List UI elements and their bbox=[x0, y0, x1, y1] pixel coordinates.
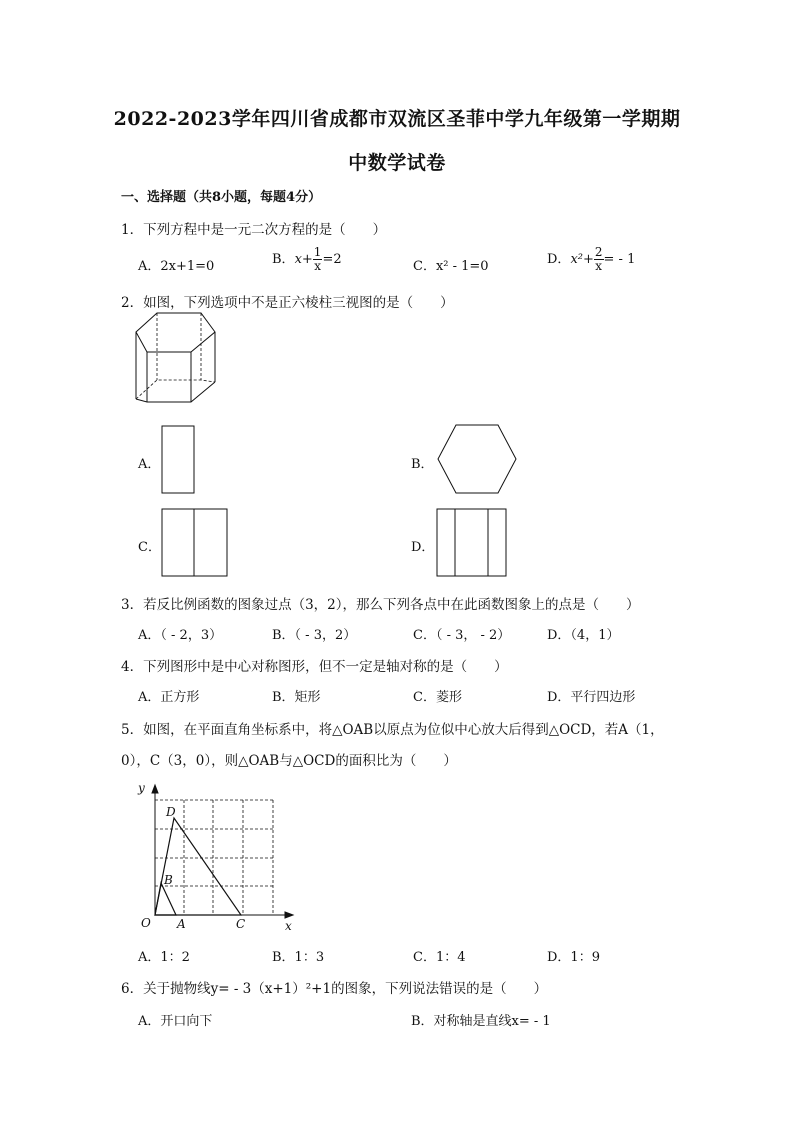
origin-label: O bbox=[141, 916, 151, 930]
q1-option-b-pre: x+ bbox=[294, 252, 313, 267]
q1-option-d-post: = - 1 bbox=[603, 252, 636, 267]
q3-option-a: A．（ - 2，3） bbox=[138, 628, 223, 643]
x-axis-label: x bbox=[285, 919, 292, 933]
q5-coordinate-figure bbox=[130, 776, 300, 936]
q1-option-d-denominator: x bbox=[595, 259, 603, 273]
q2-option-c: C． bbox=[138, 540, 161, 555]
q3-option-d: D．（4，1） bbox=[547, 628, 620, 643]
y-axis-arrow bbox=[152, 785, 158, 793]
q1-option-b bbox=[272, 246, 342, 273]
hexagonal-prism-figure bbox=[133, 310, 229, 404]
q4-option-d: D．平行四边形 bbox=[547, 690, 636, 705]
q2-option-a: A． bbox=[138, 457, 161, 472]
q2-option-b: B． bbox=[411, 457, 434, 472]
q1-option-d bbox=[547, 246, 635, 273]
q5-option-a: A．1：2 bbox=[138, 950, 190, 965]
point-a-label: A bbox=[177, 917, 186, 931]
q5-option-d: D．1：9 bbox=[547, 950, 600, 965]
y-axis-label: y bbox=[138, 781, 145, 795]
q1-option-d-pre: x²+ bbox=[570, 252, 594, 267]
q3-option-c: C．（ - 3， - 2） bbox=[413, 628, 511, 643]
q3-stem: 3．若反比例函数的图象过点（3，2），那么下列各点中在此函数图象上的点是（ ） bbox=[121, 597, 640, 613]
q1-option-d-label: D． bbox=[547, 252, 571, 267]
section-header: 一、选择题（共8小题，每题4分） bbox=[121, 190, 322, 205]
q6-option-a: A．开口向下 bbox=[138, 1014, 213, 1029]
q1-option-b-post: =2 bbox=[322, 252, 342, 267]
q1-stem: 1．下列方程中是一元二次方程的是（ ） bbox=[121, 222, 387, 238]
q1-option-a: A．2x+1=0 bbox=[138, 259, 215, 274]
point-c-label: C bbox=[236, 917, 246, 931]
q2-option-a-rectangle bbox=[160, 424, 196, 496]
title-line-2: 中数学试卷 bbox=[348, 152, 446, 174]
q1-option-d-numerator: 2 bbox=[594, 245, 603, 259]
title-line-1: 2022-2023学年四川省成都市双流区圣菲中学九年级第一学期期 bbox=[113, 108, 681, 130]
q2-option-d: D． bbox=[411, 540, 435, 555]
q1-option-c: C．x² - 1=0 bbox=[413, 259, 489, 274]
q1-option-b-label: B． bbox=[272, 252, 295, 267]
point-b-label: B bbox=[164, 873, 173, 887]
q4-stem: 4．下列图形中是中心对称图形，但不一定是轴对称的是（ ） bbox=[121, 659, 508, 675]
q3-option-b: B．（ - 3，2） bbox=[272, 628, 357, 643]
triangle-oab bbox=[155, 883, 176, 915]
q2-option-b-hexagon bbox=[436, 423, 518, 497]
q6-stem: 6．关于抛物线y= - 3（x+1）²+1的图象，下列说法错误的是（ ） bbox=[121, 981, 548, 997]
q4-option-c: C．菱形 bbox=[413, 690, 462, 705]
q1-option-d-fraction bbox=[594, 246, 604, 273]
q6-option-b: B．对称轴是直线x= - 1 bbox=[411, 1014, 551, 1029]
q2-stem: 2．如图，下列选项中不是正六棱柱三视图的是（ ） bbox=[121, 295, 454, 311]
q1-option-b-fraction bbox=[313, 246, 323, 273]
q1-option-b-denominator: x bbox=[314, 259, 321, 273]
q4-option-b: B．矩形 bbox=[272, 690, 321, 705]
q2-option-c-split-rectangle bbox=[160, 507, 230, 579]
prism-top-face bbox=[136, 313, 215, 352]
q5-stem-line-2: 0），C（3，0），则△OAB与△OCD的面积比为（ ） bbox=[121, 753, 457, 769]
q1-option-b-numerator: 1 bbox=[313, 245, 322, 259]
x-axis-arrow bbox=[285, 912, 293, 918]
triangle-ocd bbox=[155, 818, 241, 915]
prism-bottom-visible bbox=[136, 382, 215, 402]
q4-option-a: A．正方形 bbox=[138, 690, 200, 705]
point-d-label: D bbox=[166, 805, 176, 819]
prism-hidden-bottom bbox=[136, 380, 215, 399]
q5-option-c: C．1：4 bbox=[413, 950, 466, 965]
q2-option-d-three-panel-rectangle bbox=[435, 507, 509, 579]
q5-stem-line-1: 5．如图，在平面直角坐标系中，将△OAB以原点为位似中心放大后得到△OCD，若A（1， bbox=[121, 722, 664, 738]
q5-option-b: B．1：3 bbox=[272, 950, 325, 965]
